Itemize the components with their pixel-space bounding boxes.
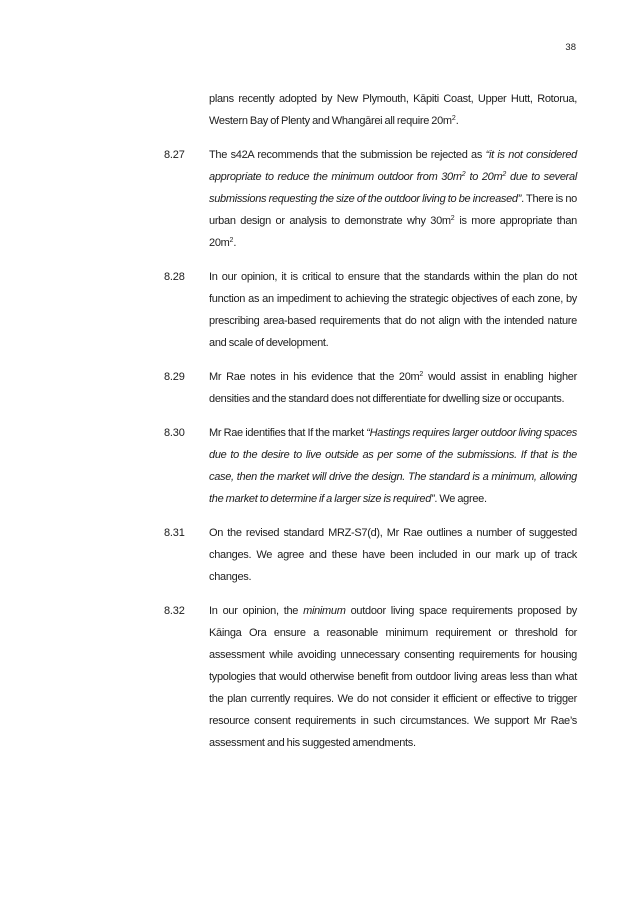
text-run: Mr Rae identifies that If the market: [209, 427, 367, 439]
page-number: 38: [565, 42, 576, 53]
paragraph-text: [209, 144, 577, 254]
paragraph: [164, 266, 577, 354]
text-run: outdoor living space requirements proposed by Kāinga Ora ensure a reasonable minimum requirement or threshold for assessment while avoiding unnecessary consenting requirements for housing typologies that would otherwise benefit from outdoor living areas less than what the plan currently requires. We do not consider it efficient or effective to trigger resource consent requirements in such circumstances. We support Mr Rae’s assessment and his suggested amendments.: [209, 605, 578, 749]
paragraph: [164, 366, 577, 410]
text-run: to 20m: [465, 171, 503, 183]
paragraph-number: 8.27: [164, 149, 185, 161]
document-body: [164, 88, 577, 766]
superscript-run: 2: [461, 171, 466, 178]
text-run: .: [233, 237, 237, 249]
superscript-run: 2: [419, 371, 424, 378]
text-run: “it is not considered appropriate to reduce the minimum outdoor from 30m: [209, 149, 577, 183]
text-run: The s42A recommends that the submission be rejected as: [209, 149, 486, 161]
superscript-run: 2: [451, 115, 456, 122]
superscript-run: 2: [502, 171, 507, 178]
text-run: .: [455, 115, 459, 127]
paragraph-number: 8.30: [164, 427, 185, 439]
paragraph-text: [209, 422, 577, 510]
text-run: minimum: [303, 605, 346, 617]
superscript-run: 2: [450, 215, 455, 222]
paragraph-number: 8.32: [164, 605, 185, 617]
paragraph: [164, 88, 577, 132]
paragraph-text: [209, 600, 577, 754]
paragraph: [164, 144, 577, 254]
text-run: In our opinion, the: [209, 605, 304, 617]
paragraph-text: [209, 522, 577, 588]
paragraph-number: 8.31: [164, 527, 185, 539]
paragraph-text: [209, 366, 577, 410]
paragraph: [164, 422, 577, 510]
text-run: is more appropriate than 20m: [209, 215, 577, 249]
paragraph-number: 8.28: [164, 271, 185, 283]
superscript-run: 2: [229, 237, 234, 244]
text-run: In our opinion, it is critical to ensure that the standards within the plan do not function as an impediment to achieving the strategic objectives of each zone, by prescribing area-based requirements that do not align with the intended nature and scale of development.: [209, 271, 577, 349]
text-run: . We agree.: [434, 493, 487, 505]
text-run: “Hastings requires larger outdoor living spaces due to the desire to live outside as per some of the submissions. If that is the case, then the market will drive the design. The standard is a minimum, allowing the market to determine if a larger size is required”: [209, 427, 578, 505]
paragraph-number: [164, 88, 209, 132]
paragraph-text: [209, 266, 577, 354]
text-run: Mr Rae notes in his evidence that the 20m: [209, 371, 420, 383]
paragraph: [164, 522, 577, 588]
paragraph: [164, 600, 577, 754]
text-run: would assist in enabling higher densities and the standard does not differentiate for dwelling size or occupants.: [209, 371, 577, 405]
text-run: . There is no urban design or analysis to demonstrate why 30m: [209, 193, 577, 227]
text-run: due to several submissions requesting the size of the outdoor living to be increased”: [209, 171, 578, 205]
paragraph-text: [209, 88, 577, 132]
paragraph-number: 8.29: [164, 371, 185, 383]
text-run: On the revised standard MRZ-S7(d), Mr Rae outlines a number of suggested changes. We agree and these have been included in our mark up of track changes.: [209, 527, 577, 583]
text-run: plans recently adopted by New Plymouth, Kāpiti Coast, Upper Hutt, Rotorua, Western Bay of Plenty and Whangārei all require 20m: [209, 93, 577, 127]
